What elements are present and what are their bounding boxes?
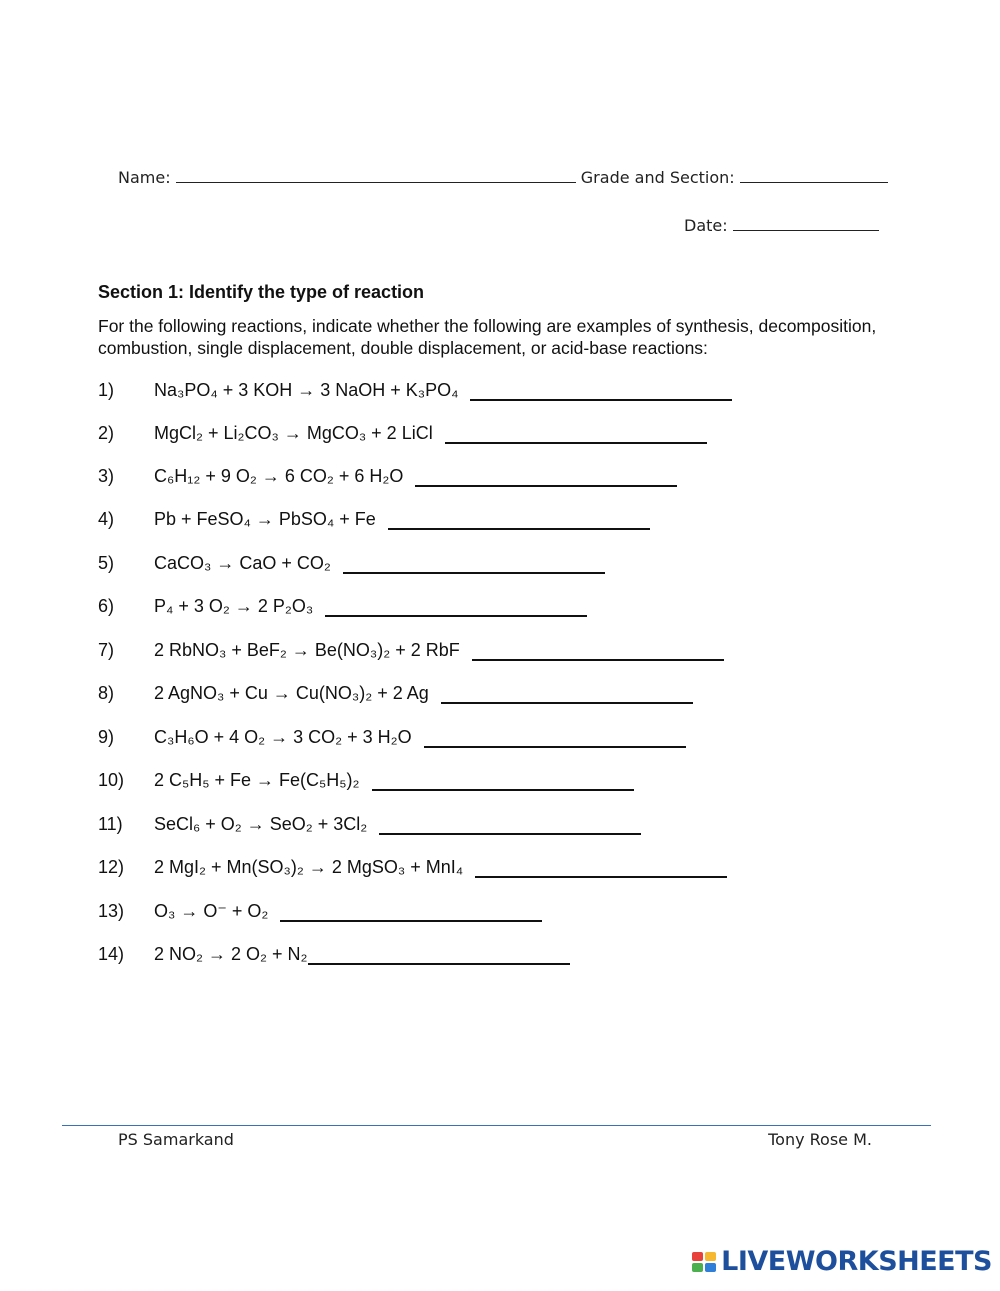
answer-blank[interactable] xyxy=(415,467,677,487)
date-blank[interactable] xyxy=(733,218,879,231)
section-title: Section 1: Identify the type of reaction xyxy=(98,282,425,302)
answer-blank[interactable] xyxy=(472,641,724,661)
footer-author: Tony Rose M. xyxy=(768,1130,872,1149)
footer-divider xyxy=(62,1125,931,1126)
answer-blank[interactable] xyxy=(280,902,542,922)
reaction-equation xyxy=(154,944,570,965)
answer-blank[interactable] xyxy=(379,815,641,835)
equation-text: Pb + FeSO₄ → PbSO₄ + Fe xyxy=(154,509,376,529)
equation-text: P₄ + 3 O₂ → 2 P₂O₃ xyxy=(154,596,314,616)
answer-blank[interactable] xyxy=(308,945,570,965)
reaction-equation xyxy=(154,814,641,835)
answer-blank[interactable] xyxy=(470,381,732,401)
equation-text: 2 NO₂ → 2 O₂ + N₂ xyxy=(154,944,308,964)
reaction-number: 5) xyxy=(98,553,115,573)
reaction-equation xyxy=(154,857,727,878)
answer-blank[interactable] xyxy=(325,597,587,617)
reaction-number: 9) xyxy=(98,727,115,747)
logo-blocks-icon xyxy=(692,1252,716,1272)
answer-blank[interactable] xyxy=(475,858,727,878)
reaction-equation xyxy=(154,423,707,444)
reaction-number: 13) xyxy=(98,901,125,921)
reaction-number: 4) xyxy=(98,509,115,529)
answer-blank[interactable] xyxy=(441,684,693,704)
reaction-equation xyxy=(154,466,677,487)
equation-text: Na₃PO₄ + 3 KOH → 3 NaOH + K₃PO₄ xyxy=(154,380,459,400)
equation-text: C₆H₁₂ + 9 O₂ → 6 CO₂ + 6 H₂O xyxy=(154,466,404,486)
equation-text: C₃H₆O + 4 O₂ → 3 CO₂ + 3 H₂O xyxy=(154,727,412,747)
reaction-number: 12) xyxy=(98,857,125,877)
name-label: Name: xyxy=(118,168,171,187)
equation-text: MgCl₂ + Li₂CO₃ → MgCO₃ + 2 LiCl xyxy=(154,423,433,443)
equation-text: SeCl₆ + O₂ → SeO₂ + 3Cl₂ xyxy=(154,814,368,834)
reaction-number: 14) xyxy=(98,944,125,964)
grade-blank[interactable] xyxy=(740,170,888,183)
reaction-equation xyxy=(154,553,605,574)
equation-text: 2 C₅H₅ + Fe → Fe(C₅H₅)₂ xyxy=(154,770,360,790)
reaction-equation xyxy=(154,596,587,617)
reaction-equation xyxy=(154,683,693,704)
footer-school: PS Samarkand xyxy=(118,1130,234,1149)
reaction-equation xyxy=(154,380,732,401)
date-label: Date: xyxy=(684,216,728,235)
reaction-number: 3) xyxy=(98,466,115,486)
name-blank[interactable] xyxy=(176,170,576,183)
grade-label: Grade and Section: xyxy=(580,168,735,187)
reaction-number: 10) xyxy=(98,770,125,790)
equation-text: CaCO₃ → CaO + CO₂ xyxy=(154,553,331,573)
logo-wordmark: LIVEWORKSHEETS xyxy=(721,1246,992,1277)
equation-text: 2 RbNO₃ + BeF₂ → Be(NO₃)₂ + 2 RbF xyxy=(154,640,460,660)
reaction-equation xyxy=(154,727,686,748)
equation-text: 2 AgNO₃ + Cu → Cu(NO₃)₂ + 2 Ag xyxy=(154,683,429,703)
answer-blank[interactable] xyxy=(445,424,707,444)
reaction-equation xyxy=(154,901,542,922)
date-row xyxy=(684,216,879,235)
reaction-number: 6) xyxy=(98,596,115,616)
liveworksheets-logo xyxy=(692,1246,992,1277)
reaction-equation xyxy=(154,770,634,791)
answer-blank[interactable] xyxy=(424,728,686,748)
answer-blank[interactable] xyxy=(343,554,605,574)
equation-text: 2 MgI₂ + Mn(SO₃)₂ → 2 MgSO₃ + MnI₄ xyxy=(154,857,464,877)
answer-blank[interactable] xyxy=(388,510,650,530)
reaction-number: 8) xyxy=(98,683,115,703)
reaction-equation xyxy=(154,640,724,661)
reaction-number: 7) xyxy=(98,640,115,660)
reaction-number: 11) xyxy=(98,814,123,834)
reaction-number: 1) xyxy=(98,380,115,400)
instructions: For the following reactions, indicate whether the following are examples of synthesis, decomposition, combustion, single displacement, double displacement, or acid-base reactions: xyxy=(98,316,877,358)
name-grade-row xyxy=(118,168,888,187)
reaction-equation xyxy=(154,509,650,530)
equation-text: O₃ → O⁻ + O₂ xyxy=(154,901,269,921)
reaction-number: 2) xyxy=(98,423,115,443)
answer-blank[interactable] xyxy=(372,771,634,791)
